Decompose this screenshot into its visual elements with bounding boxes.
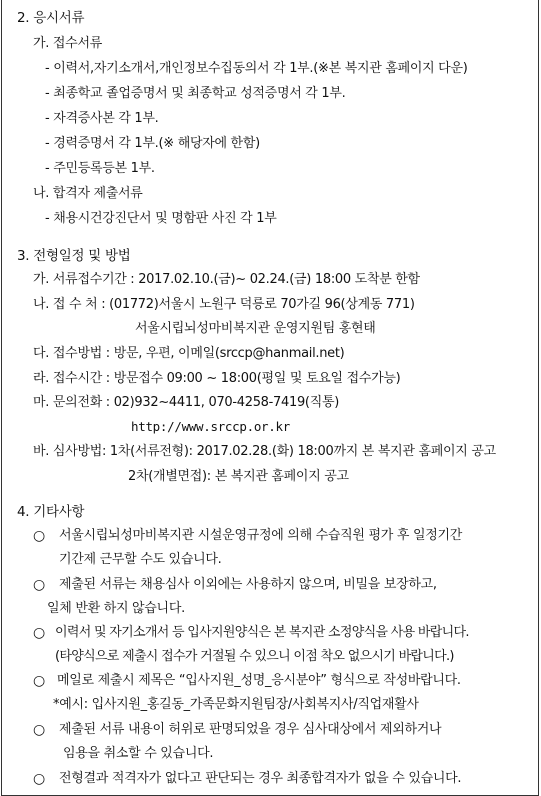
list-item: 제출된 서류 내용이 허위로 판명되었을 경우 심사대상에서 제외하거나 — [59, 722, 442, 737]
list-item: 일체 반환 하지 않습니다. — [47, 601, 185, 616]
bullet-icon: ○ — [33, 528, 45, 544]
schedule-row: 마. 문의전화 : 02)932~4411, 070-4258-7419(직통) — [33, 395, 339, 410]
bullet-icon: ○ — [33, 722, 45, 738]
schedule-row: 다. 접수방법 : 방문, 우편, 이메일(srccp@hanmail.net) — [33, 346, 345, 361]
website-link[interactable]: http://www.srccp.or.kr — [131, 419, 290, 434]
list-item: - 주민등록등본 1부. — [45, 161, 155, 176]
bullet-icon: ○ — [33, 673, 45, 689]
bullet-icon: ○ — [33, 625, 45, 641]
list-item: 임용을 취소할 수 있습니다. — [63, 746, 214, 761]
section-3-title: 3. 전형일정 및 방법 — [17, 248, 131, 264]
list-item: - 이력서,자기소개서,개인정보수집동의서 각 1부.(※본 복지관 홈페이지 다운) — [45, 61, 468, 76]
list-item: - 채용시건강진단서 및 명함판 사진 각 1부 — [45, 211, 277, 226]
schedule-row: 바. 심사방법: 1차(서류전형): 2017.02.28.(화) 18:00까지 본 복지관 홈페이지 공고 — [33, 444, 496, 459]
list-item: 메일로 제출시 제목은 “입사지원_성명_응시분야” 형식으로 작성바랍니다. — [57, 673, 461, 688]
schedule-row: 나. 접 수 처 : (01772)서울시 노원구 덕릉로 70가길 96(상계동 771) — [33, 297, 415, 312]
section-2b-title: 나. 합격자 제출서류 — [33, 186, 143, 201]
list-item: 기간제 근무할 수도 있습니다. — [59, 552, 222, 567]
list-item: 전형결과 적격자가 없다고 판단되는 경우 최종합격자가 없을 수 있습니다. — [59, 771, 462, 786]
list-item: *예시: 입사지원_홍길동_가족문화지원팀장/사회복지사/직업재활사 — [53, 697, 419, 712]
list-item: - 자격증사본 각 1부. — [45, 111, 159, 126]
bullet-icon: ○ — [33, 577, 45, 593]
schedule-row: 라. 접수시간 : 방문접수 09:00 ~ 18:00(평일 및 토요일 접수가능) — [33, 371, 401, 386]
schedule-row: 가. 서류접수기간 : 2017.02.10.(금)~ 02.24.(금) 18:00 도착분 한함 — [33, 272, 420, 287]
section-2a-title: 가. 접수서류 — [33, 36, 102, 51]
schedule-row: 서울시립뇌성마비복지관 운영지원팀 홍현태 — [135, 321, 376, 336]
list-item: - 최종학교 졸업증명서 및 최종학교 성적증명서 각 1부. — [45, 86, 346, 101]
schedule-row: 2차(개별면접): 본 복지관 홈페이지 공고 — [128, 469, 349, 484]
list-item: 서울시립뇌성마비복지관 시설운영규정에 의해 수습직원 평가 후 일정기간 — [59, 528, 462, 543]
section-2-title: 2. 응시서류 — [17, 10, 85, 26]
list-item: (타양식으로 제출시 접수가 거절될 수 있으니 이점 착오 없으시기 바랍니다.) — [55, 649, 454, 664]
list-item: 이력서 및 자기소개서 등 입사지원양식은 본 복지관 소정양식을 사용 바랍니다. — [55, 625, 469, 640]
list-item: 제출된 서류는 채용심사 이외에는 사용하지 않으며, 비밀을 보장하고, — [59, 577, 437, 592]
bullet-icon: ○ — [33, 771, 45, 787]
list-item: - 경력증명서 각 1부.(※ 해당자에 한함) — [45, 136, 260, 151]
section-4-title: 4. 기타사항 — [17, 504, 85, 520]
